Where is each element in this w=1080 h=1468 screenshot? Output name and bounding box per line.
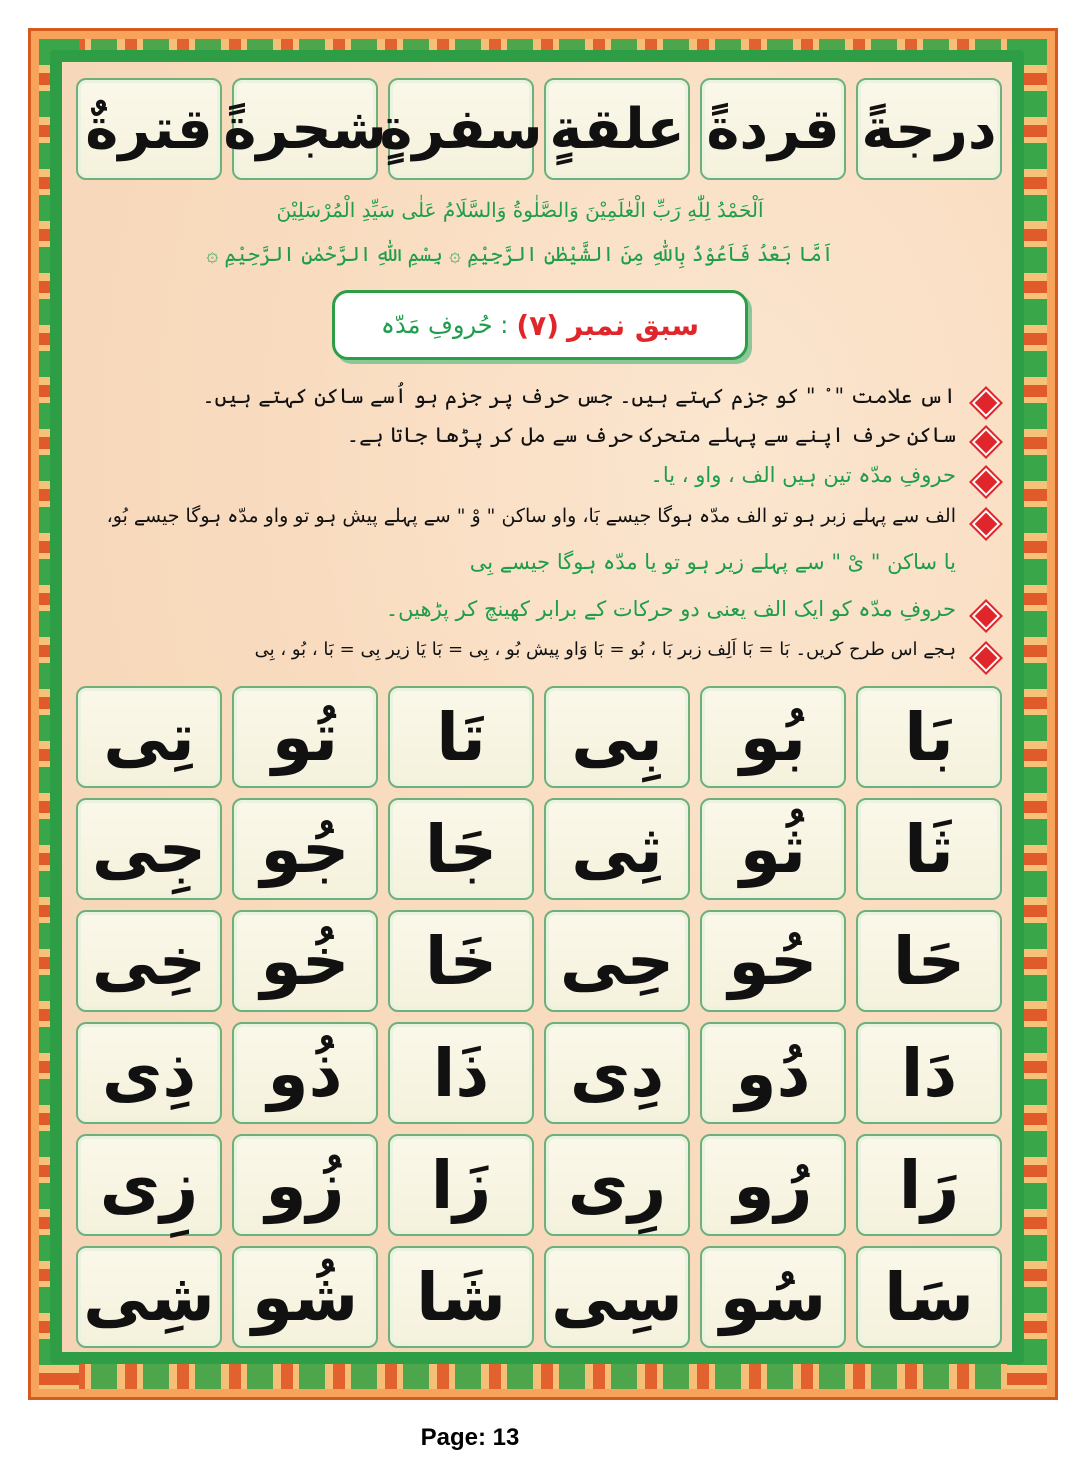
letter-card bbox=[700, 798, 846, 900]
lesson-title-box bbox=[332, 290, 748, 360]
letter-card bbox=[700, 1022, 846, 1124]
header-word-card bbox=[223, 78, 387, 180]
letter-card bbox=[856, 1134, 1002, 1236]
invocation-line-2: اَمَّا بَعْدُ فَاَعُوْذُ بِاللّٰهِ مِنَ الشَّيْطٰنِ الرَّجِيْمِ ۞ بِسْمِ اللّٰهِ الرَّحْمٰنِ الرَّحِيْمِ ۞ bbox=[206, 242, 834, 266]
letter-syllable: حُو bbox=[728, 922, 818, 1000]
header-word: قردة bbox=[706, 96, 840, 162]
letter-syllable: جُو bbox=[260, 810, 350, 888]
letter-card bbox=[388, 910, 534, 1012]
letter-card bbox=[232, 910, 378, 1012]
letter-syllable: بِی bbox=[571, 698, 663, 776]
letter-syllable: زُو bbox=[265, 1146, 345, 1224]
letter-card bbox=[544, 1022, 690, 1124]
letter-syllable: زِی bbox=[99, 1146, 199, 1224]
letter-card bbox=[856, 686, 1002, 788]
letter-card bbox=[76, 798, 222, 900]
lesson-label: سبق نمبر bbox=[567, 308, 700, 342]
header-word: سفرة bbox=[379, 96, 543, 162]
letter-card bbox=[856, 1246, 1002, 1348]
header-word-card bbox=[856, 78, 1002, 180]
letter-syllable: جِی bbox=[91, 810, 207, 888]
letter-syllable: ذَا bbox=[432, 1034, 490, 1112]
letter-card bbox=[700, 1246, 846, 1348]
letter-card bbox=[388, 798, 534, 900]
letter-syllable: دُو bbox=[735, 1034, 811, 1112]
rule-text: ساکن حرف اپنے سے پہلے متحرک حرف سے مل کر پڑھا جاتا ہے۔ bbox=[346, 423, 956, 447]
letter-card bbox=[856, 910, 1002, 1012]
invocation-line-1: اَلْحَمْدُ لِلّٰهِ رَبِّ الْعٰلَمِيْنَ وَالصَّلٰوةُ وَالسَّلَامُ عَلٰى سَيِّدِ الْمُرْسَلِيْنَ bbox=[276, 198, 764, 222]
letter-card bbox=[76, 910, 222, 1012]
letter-syllable: دَا bbox=[900, 1034, 958, 1112]
letter-syllable: تِی bbox=[103, 698, 195, 776]
letter-syllable: تُو bbox=[271, 698, 339, 776]
rule-text: الف سے پہلے زبر ہو تو الف مدّہ ہوگا جیسے بَا، واو ساکن " وْ " سے پہلے پیش ہو تو واو مدّہ ہوگا جیسے بُو، bbox=[106, 505, 956, 527]
header-word-card bbox=[544, 78, 690, 180]
letter-card bbox=[544, 1246, 690, 1348]
letter-card bbox=[232, 686, 378, 788]
letter-syllable: ثُو bbox=[739, 810, 807, 888]
letter-card bbox=[388, 1022, 534, 1124]
letter-syllable: سُو bbox=[719, 1258, 827, 1336]
letter-syllable: زَا bbox=[430, 1146, 492, 1224]
letter-card bbox=[76, 686, 222, 788]
letter-card bbox=[76, 1022, 222, 1124]
letter-syllable: سَا bbox=[884, 1258, 974, 1336]
letter-card bbox=[76, 1246, 222, 1348]
letter-card bbox=[856, 798, 1002, 900]
letter-card bbox=[700, 1134, 846, 1236]
letter-syllable: ذُو bbox=[267, 1034, 343, 1112]
rule-text: اس علامت " ْ " کو جزم کہتے ہیں۔ جس حرف پر جزم ہو اُسے ساکن کہتے ہیں۔ bbox=[202, 384, 956, 408]
header-word-card bbox=[379, 78, 543, 180]
letter-card bbox=[388, 686, 534, 788]
rule-text: یا ساکن " یْ " سے پہلے زیر ہو تو یا مدّہ ہوگا جیسے بِی bbox=[469, 550, 956, 574]
letter-card bbox=[232, 1022, 378, 1124]
rule-text: حروفِ مدّہ تین ہیں الف ، واو ، یا۔ bbox=[650, 463, 956, 487]
letter-syllable: بَا bbox=[904, 698, 954, 776]
letter-card bbox=[856, 1022, 1002, 1124]
letter-syllable: حَا bbox=[892, 922, 966, 1000]
letter-card bbox=[544, 686, 690, 788]
letter-card bbox=[388, 1246, 534, 1348]
lesson-number: (۷) bbox=[516, 308, 559, 342]
letter-card bbox=[544, 910, 690, 1012]
rule-text: ہجے اس طرح کریں۔ بَا = بَا اَلِف زبر بَا ، بُو = بَا وَاو پیش بُو ، بِی = بَا یَا زیر بِی = بَا ، بُو ، بِی bbox=[254, 639, 956, 660]
letter-syllable: ثِی bbox=[571, 810, 663, 888]
letter-syllable: رِی bbox=[567, 1146, 667, 1224]
letter-syllable: رُو bbox=[733, 1146, 813, 1224]
header-word-card bbox=[700, 78, 846, 180]
letter-syllable: حِی bbox=[559, 922, 675, 1000]
letter-syllable: تَا bbox=[436, 698, 486, 776]
letter-syllable: شَا bbox=[416, 1258, 506, 1336]
letter-syllable: سِی bbox=[551, 1258, 683, 1336]
letter-card bbox=[388, 1134, 534, 1236]
letter-syllable: خُو bbox=[260, 922, 350, 1000]
letter-card bbox=[232, 1246, 378, 1348]
header-word: قترة bbox=[85, 96, 213, 162]
letter-card bbox=[232, 1134, 378, 1236]
letter-syllable: شُو bbox=[251, 1258, 359, 1336]
letter-syllable: رَا bbox=[898, 1146, 960, 1224]
letter-syllable: دِی bbox=[569, 1034, 665, 1112]
letter-syllable: جَا bbox=[424, 810, 498, 888]
letter-card bbox=[76, 1134, 222, 1236]
rule-text: حروفِ مدّہ کو ایک الف یعنی دو حرکات کے برابر کھینچ کر پڑھیں۔ bbox=[385, 597, 956, 621]
letter-syllable: بُو bbox=[739, 698, 807, 776]
letter-card bbox=[544, 1134, 690, 1236]
header-word-card bbox=[76, 78, 222, 180]
letter-syllable: شِی bbox=[83, 1258, 215, 1336]
page-number: Page: 13 bbox=[420, 1424, 520, 1451]
header-word: علقة bbox=[549, 96, 685, 162]
letter-card bbox=[544, 798, 690, 900]
header-word: شجرة bbox=[223, 96, 387, 162]
letter-syllable: خَا bbox=[424, 922, 498, 1000]
letter-card bbox=[232, 798, 378, 900]
letter-card bbox=[700, 910, 846, 1012]
lesson-title: : حُروفِ مَدّہ bbox=[380, 311, 509, 339]
letter-syllable: ثَا bbox=[904, 810, 954, 888]
letter-card bbox=[700, 686, 846, 788]
letter-syllable: ذِی bbox=[101, 1034, 197, 1112]
letter-syllable: خِی bbox=[91, 922, 207, 1000]
header-word: درجة bbox=[861, 96, 997, 162]
